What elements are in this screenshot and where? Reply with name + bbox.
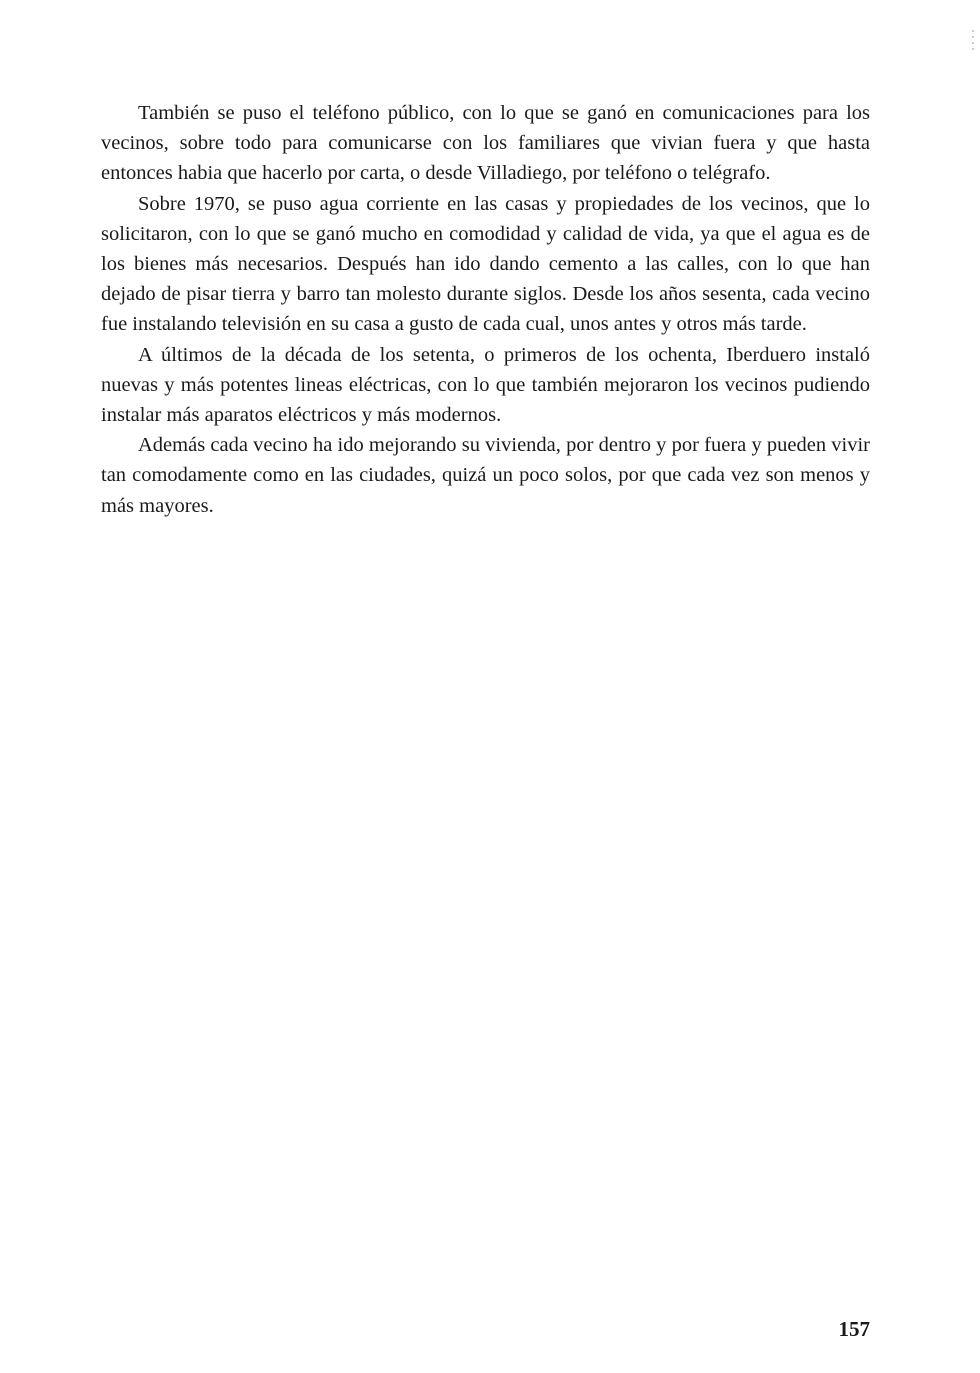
scan-edge-mark — [972, 30, 974, 54]
paragraph-lineas-electricas: A últimos de la década de los setenta, o primeros de los ochenta, Iberduero instaló nuevas y más potentes lineas eléctricas, con lo que también mejoraron los vecinos pudiendo instalar más aparatos eléctricos y más modernos. — [101, 343, 870, 427]
paragraph-telefono: También se puso el teléfono público, con lo que se ganó en comunicaciones para los vecinos, sobre todo para comunicarse con los familiares que vivian fuera y que hasta entonces habia que hacerlo por carta, o desde Villadiego, por teléfono o telégrafo. — [101, 102, 870, 185]
paragraph-viviendas: Además cada vecino ha ido mejorando su vivienda, por dentro y por fuera y pueden vivir tan comodamente como en las ciudades, quizá un poco solos, por que cada vez son menos y más mayores. — [101, 434, 870, 517]
paragraph-agua-corriente: Sobre 1970, se puso agua corriente en las casas y propiedades de los vecinos, que lo solicitaron, con lo que se ganó mucho en comodidad y calidad de vida, ya que el agua es de los bienes más necesarios. Después han ido dando cemento a las calles, con lo que han dejado de pisar tierra y barro tan molesto durante siglos. Desde los años sesenta, cada vecino fue instalando televisión en su casa a gusto de cada cual, unos antes y otros más tarde. — [101, 192, 870, 336]
page-number: 157 — [838, 1317, 870, 1341]
body-text — [101, 98, 870, 521]
